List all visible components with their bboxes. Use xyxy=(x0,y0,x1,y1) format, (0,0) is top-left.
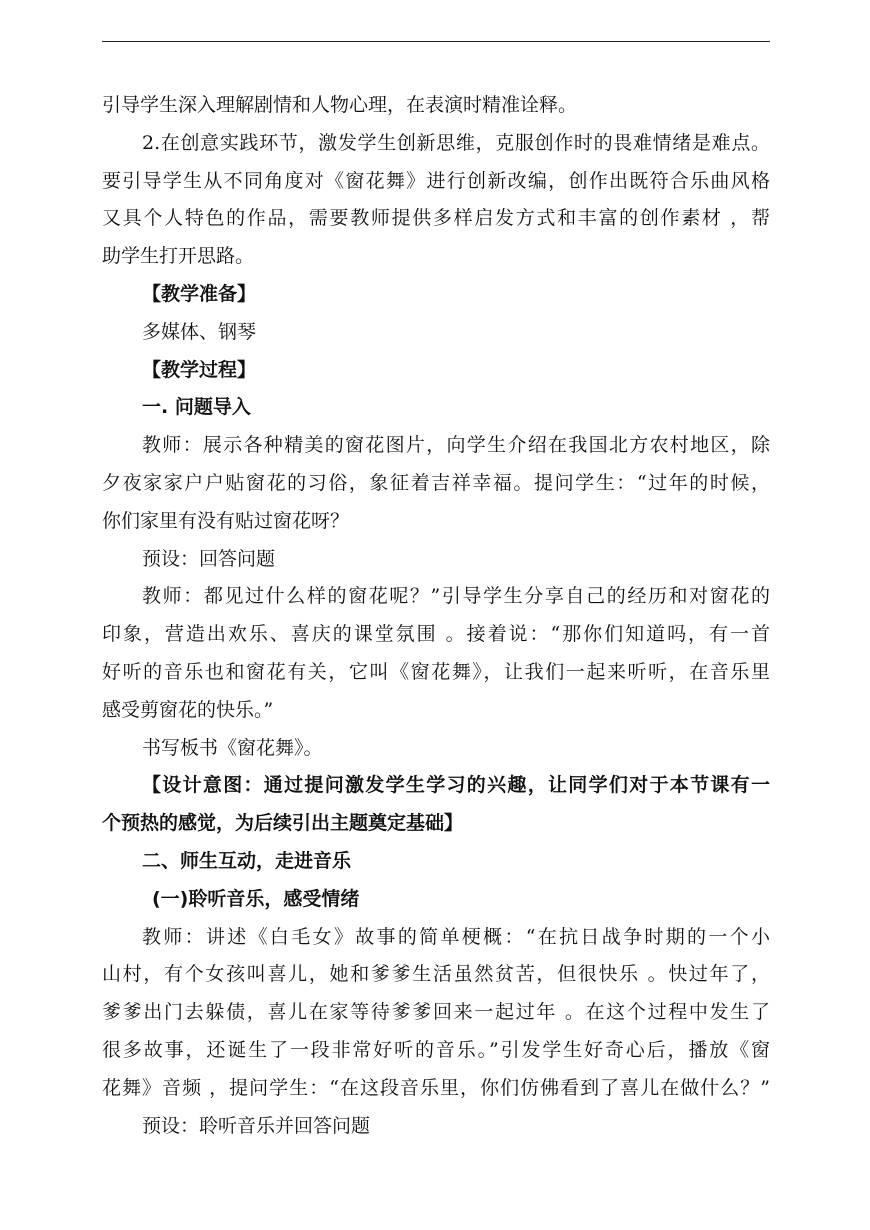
paragraph-line: 教师：展示各种精美的窗花图片，向学生介绍在我国北方农村地区，除 xyxy=(142,434,770,457)
design-intent-line: 个预热的感觉，为后续引出主题奠定基础】 xyxy=(102,812,464,835)
sub-subsection-heading-listen: (一)聆听音乐，感受情绪 xyxy=(152,887,360,910)
paragraph-line: 2.在创意实践环节，激发学生创新思维，克服创作时的畏难情绪是难点。 xyxy=(142,131,770,154)
paragraph-line: 要引导学生从不同角度对《窗花舞》进行创新改编，创作出既符合乐曲风格 xyxy=(102,169,770,192)
paragraph-line: 助学生打开思路。 xyxy=(102,245,255,268)
paragraph-line: 爹爹出门去躲债，喜儿在家等待爹爹回来一起过年 。在这个过程中发生了 xyxy=(102,1001,770,1024)
paragraph-line: 教师：都见过什么样的窗花呢？”引导学生分享自己的经历和对窗花的 xyxy=(142,585,770,608)
paragraph-line: 又具个人特色的作品，需要教师提供多样启发方式和丰富的创作素材 ，帮 xyxy=(102,207,770,230)
paragraph-line: 山村，有个女孩叫喜儿，她和爹爹生活虽然贫苦，但很快乐 。快过年了， xyxy=(102,963,770,986)
paragraph-line: 印象，营造出欢乐、喜庆的课堂氛围 。接着说：“那你们知道吗，有一首 xyxy=(102,623,770,646)
section-heading-teaching-preparation: 【教学准备】 xyxy=(142,282,257,305)
paragraph-line: 引导学生深入理解剧情和人物心理，在表演时精准诠释。 xyxy=(102,94,578,116)
paragraph-line: 好听的音乐也和窗花有关，它叫《窗花舞》，让我们一起来听听，在音乐里 xyxy=(102,660,770,683)
paragraph-line: 夕夜家家户户贴窗花的习俗，象征着吉祥幸福。提问学生：“过年的时候， xyxy=(102,471,770,494)
section-heading-teaching-process: 【教学过程】 xyxy=(142,358,257,381)
subsection-heading-intro: 一. 问题导入 xyxy=(142,396,251,419)
paragraph-line: 花舞》音频 ，提问学生：“在这段音乐里，你们仿佛看到了喜儿在做什么？” xyxy=(102,1076,770,1099)
paragraph-line: 教师：讲述《白毛女》故事的简单梗概：“在抗日战争时期的一个小 xyxy=(142,925,770,948)
paragraph-line: 很多故事，还诞生了一段非常好听的音乐。”引发学生好奇心后，播放《窗 xyxy=(102,1038,770,1061)
paragraph-line: 感受剪窗花的快乐。” xyxy=(102,698,274,721)
paragraph-line: 多媒体、钢琴 xyxy=(142,320,257,343)
design-intent-line: 【设计意图：通过提问激发学生学习的兴趣，让同学们对于本节课有一 xyxy=(142,774,770,797)
paragraph-line: 预设：聆听音乐并回答问题 xyxy=(142,1114,371,1137)
paragraph-line: 预设：回答问题 xyxy=(142,547,276,570)
paragraph-line: 书写板书《窗花舞》。 xyxy=(142,736,323,759)
header-rule xyxy=(102,41,770,42)
subsection-heading-interaction: 二、师生互动，走进音乐 xyxy=(142,849,352,872)
paragraph-line: 你们家里有没有贴过窗花呀？ xyxy=(102,509,350,532)
document-body xyxy=(102,87,770,1145)
